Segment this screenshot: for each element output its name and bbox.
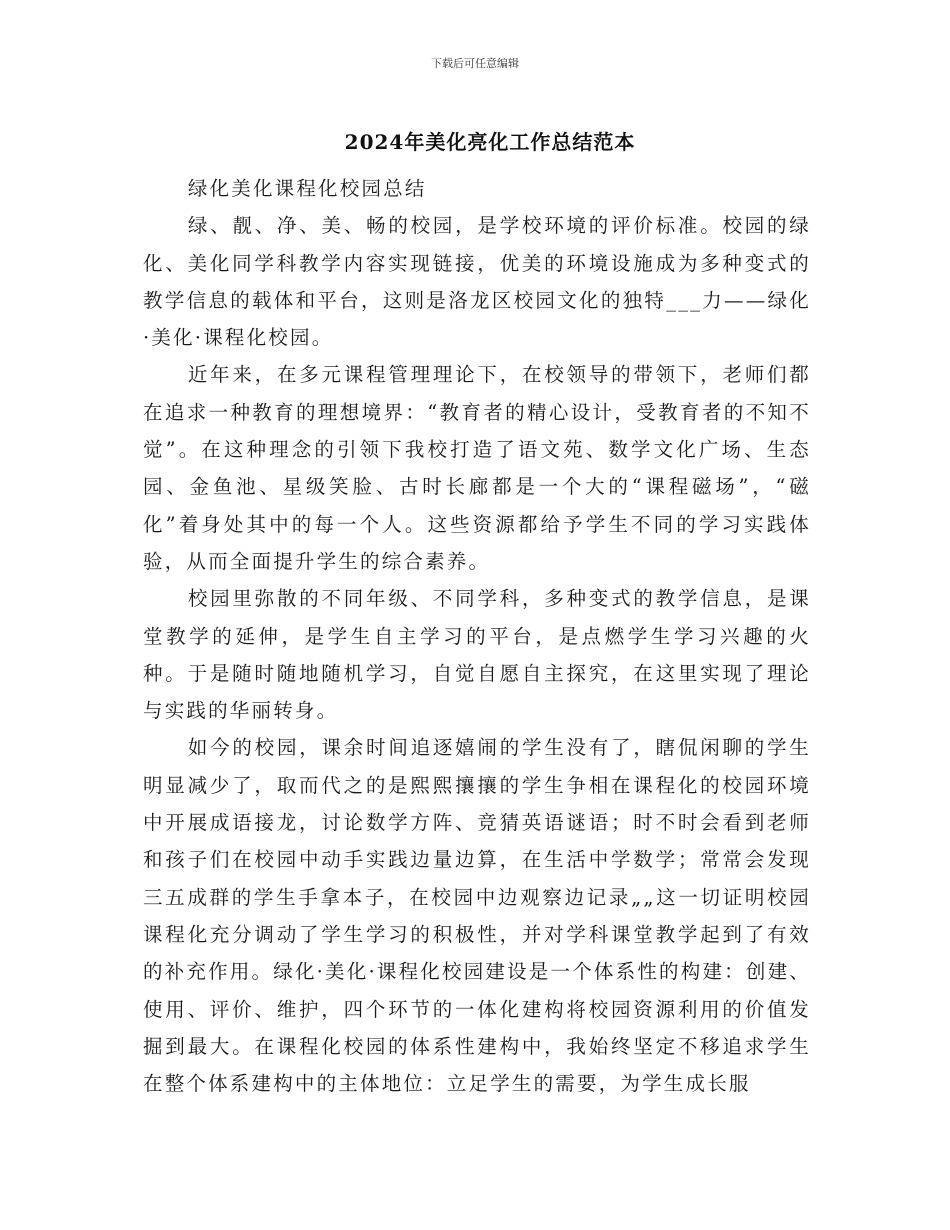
document-body xyxy=(143,170,811,1102)
paragraph-4: 如今的校园，课余时间追逐嬉闹的学生没有了，瞎侃闲聊的学生明显减少了，取而代之的是熙熙攘攘的学生争相在课程化的校园环境中开展成语接龙，讨论数学方阵、竞猜英语谜语；时不时会看到老师和孩子们在校园中动手实践边量边算，在生活中学数学；常常会发现三五成群的学生手拿本子，在校园中边观察边记录„„这一切证明校园课程化充分调动了学生学习的积极性，并对学科课堂教学起到了有效的补充作用。绿化·美化·课程化校园建设是一个体系性的构建：创建、使用、评价、维护，四个环节的一体化建构将校园资源利用的价值发掘到最大。在课程化校园的体系性建构中，我始终坚定不移追求学生在整个体系建构中的主体地位：立足学生的需要，为学生成长服 xyxy=(143,736,811,1096)
paragraph-3: 校园里弥散的不同年级、不同学科，多种变式的教学信息，是课堂教学的延伸，是学生自主学习的平台，是点燃学生学习兴趣的火种。于是随时随地随机学习，自觉自愿自主探究，在这里实现了理论与实践的华丽转身。 xyxy=(143,587,811,723)
section-heading: 绿化美化课程化校园总结 xyxy=(187,177,427,200)
download-editable-note: 下载后可任意编辑 xyxy=(431,57,519,70)
paragraph-2: 近年来，在多元课程管理理论下，在校领导的带领下，老师们都在追求一种教育的理想境界：“教育者的精心设计，受教育者的不知不觉”。在这种理念的引领下我校打造了语文苑、数学文化广场、生态园、金鱼池、星级笑脸、古时长廊都是一个大的“课程磁场”，“磁化”着身处其中的每一个人。这些资源都给予学生不同的学习实践体验，从而全面提升学生的综合素养。 xyxy=(143,363,811,573)
paragraph-1: 绿、靓、净、美、畅的校园，是学校环境的评价标准。校园的绿化、美化同学科教学内容实现链接，优美的环境设施成为多种变式的教学信息的载体和平台，这则是洛龙区校园文化的独特___力——绿化·美化·课程化校园。 xyxy=(143,214,811,350)
document-title: 2024年美化亮化工作总结范本 xyxy=(344,130,636,154)
